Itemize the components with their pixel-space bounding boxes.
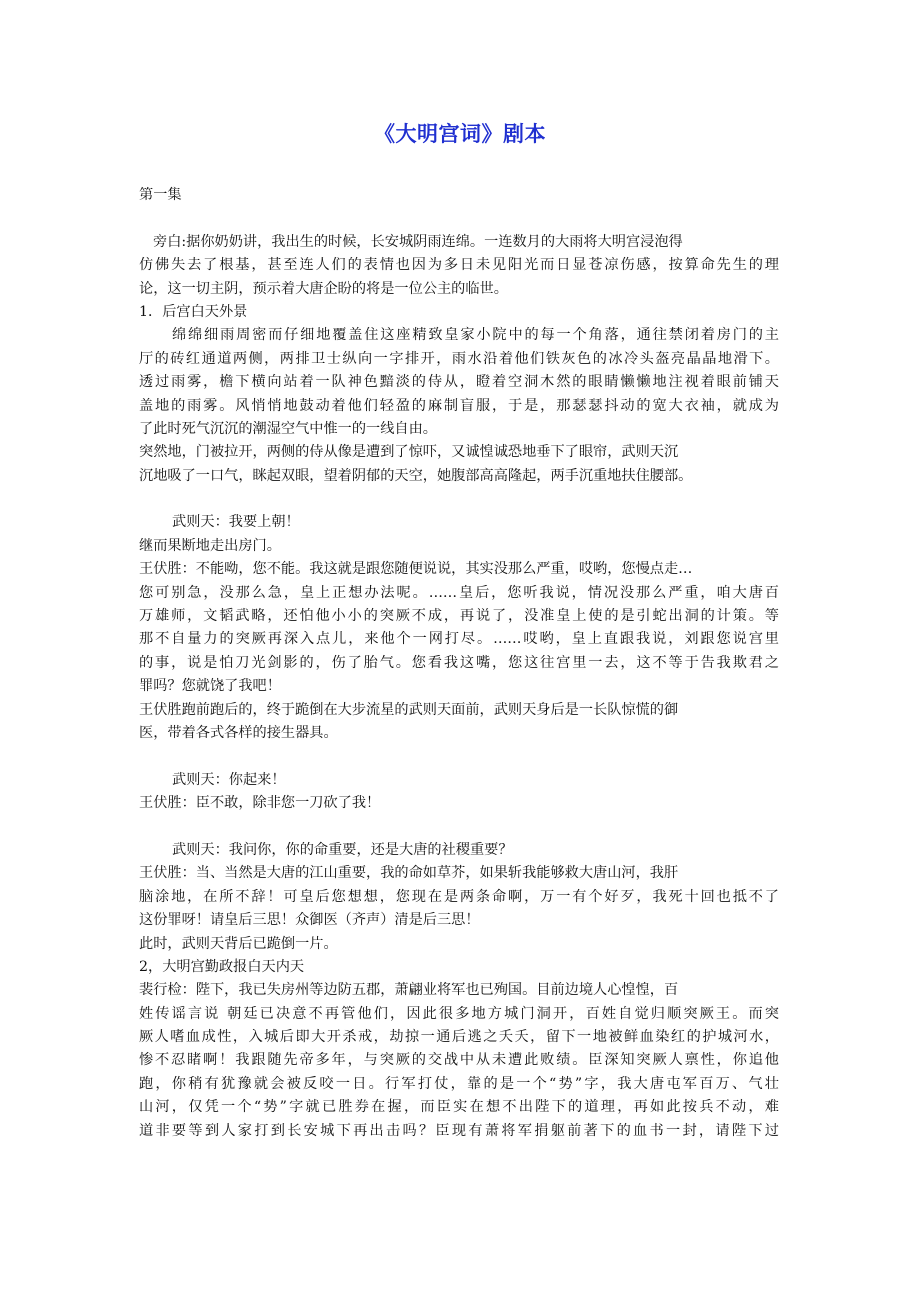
text-line: 姓传谣言说 朝廷已决意不再管他们，因此很多地方城门洞开，百姓自觉归顺突厥王。而突 (139, 1005, 779, 1022)
text-line: 王伏胜：当、当然是大唐的江山重要，我的命如草芥，如果斩我能够救大唐山河，我肝 (139, 865, 679, 882)
document-body (139, 184, 779, 1143)
text-line: 跑，你稍有犹豫就会被反咬一日。行军打仗，靠的是一个“势”字，我大唐屯军百万、气壮 (139, 1075, 779, 1092)
text-line: 了此时死气沉沉的潮湿空气中惟一的一线自由。 (139, 420, 437, 437)
document-title: 《大明宫词》剧本 (374, 122, 546, 146)
text-line: 旁白:据你奶奶讲，我出生的时候，长安城阴雨连绵。一连数月的大雨将大明宫浸泡得 (153, 233, 683, 250)
text-line: 罪吗？您就饶了我吧！ (139, 678, 281, 695)
blank-line (139, 745, 779, 768)
text-line: 王伏胜：不能呦，您不能。我这就是跟您随便说说，其实没那么严重，哎哟，您慢点走… (139, 561, 693, 578)
text-line: 沉地吸了一口气，眯起双眼，望着阴郁的天空，她腹部高高隆起，两手沉重地扶住腰部。 (139, 467, 693, 484)
text-line: 透过雨雾，檐下横向站着一队神色黯淡的侍从，瞪着空洞木然的眼睛懒懒地注视着眼前铺天 (139, 374, 779, 391)
text-line: 突然地，门被拉开，两侧的侍从像是遭到了惊吓，又诚惶诚恐地垂下了眼帘，武则天沉 (139, 444, 679, 461)
text-line: 此时，武则天背后已跪倒一片。 (139, 935, 338, 952)
text-line: 1．后宫白天外景 (139, 303, 248, 320)
text-line: 这份罪呀！请皇后三思！众御医（齐声）清是后三思！ (139, 912, 480, 929)
text-line: 惨不忍睹啊！我跟随先帝多年，与突厥的交战中从未遭此败绩。臣深知突厥人禀性，你追他 (139, 1052, 779, 1069)
text-line: 那不自量力的突厥再深入点儿，来他个一网打尽。……哎哟，皇上直跟我说，刘跟您说宫里 (139, 631, 779, 648)
text-line: 2，大明宫勤政报白天内天 (139, 958, 305, 975)
text-line: 绵绵细雨周密而仔细地覆盖住这座精致皇家小院中的每一个角落，通往禁闭着房门的主 (172, 327, 779, 344)
text-line: 继而果断地走出房门。 (139, 537, 281, 554)
text-line: 脑涂地，在所不辞！可皇后您想想，您现在是两条命啊，万一有个好歹，我死十回也抵不了 (139, 888, 779, 905)
text-line: 武则天：我要上朝！ (172, 514, 300, 531)
text-line: 武则天：我问你，你的命重要，还是大唐的社稷重要？ (172, 841, 513, 858)
blank-line (139, 207, 779, 230)
text-line: 武则天：你起来！ (172, 771, 286, 788)
text-line: 仿佛失去了根基，甚至连人们的表情也因为多日未见阳光而日显苍凉伤感，按算命先生的理 (139, 257, 779, 274)
text-line: 您可别急，没那么急，皇上正想办法呢。……皇后，您听我说，情况没那么严重，咱大唐百 (139, 584, 779, 601)
text-line: 裴行检：陛下，我已失房州等边防五郡，萧翩业将军也已殉国。目前边境人心惶惶，百 (139, 982, 679, 999)
text-line: 论，这一切主阴，预示着大唐企盼的将是一位公主的临世。 (139, 280, 508, 297)
text-line: 万雄师，文韬武略，还怕他小小的突厥不成，再说了，没准皇上使的是引蛇出洞的计策。等 (139, 608, 779, 625)
text-line: 道非要等到人家打到长安城下再出击吗？臣现有萧将军捐躯前著下的血书一封，请陛下过 (139, 1122, 779, 1139)
text-line: 的事，说是怕刀光剑影的，伤了胎气。您看我这嘴，您这往宫里一去，这不等于告我欺君之 (139, 654, 779, 671)
text-line: 厅的砖红通道两侧，两排卫士纵向一字排开，雨水沿着他们铁灰色的冰冷头盔亮晶晶地滑下。 (139, 350, 779, 367)
text-line: 王伏胜跑前跑后的，终于跪倒在大步流星的武则天面前，武则天身后是一长队惊慌的御 (139, 701, 679, 718)
text-line: 医，带着各式各样的接生器具。 (139, 724, 338, 741)
blank-line (139, 488, 779, 511)
text-line: 第一集 (139, 187, 182, 203)
text-line: 山河，仅凭一个“势”字就已胜券在握，而臣实在想不出陛下的道理，再如此按兵不动，难 (139, 1099, 779, 1116)
text-line: 厥人嗜血成性，入城后即大开杀戒，劫掠一通后逃之夭夭，留下一地被鲜血染红的护城河水， (139, 1029, 779, 1046)
text-line: 盖地的雨雾。风悄悄地鼓动着他们轻盈的麻制盲服，于是，那瑟瑟抖动的宽大衣袖，就成为 (139, 397, 779, 414)
blank-line (139, 816, 779, 839)
text-line: 王伏胜：臣不敢，除非您一刀砍了我！ (139, 795, 381, 812)
